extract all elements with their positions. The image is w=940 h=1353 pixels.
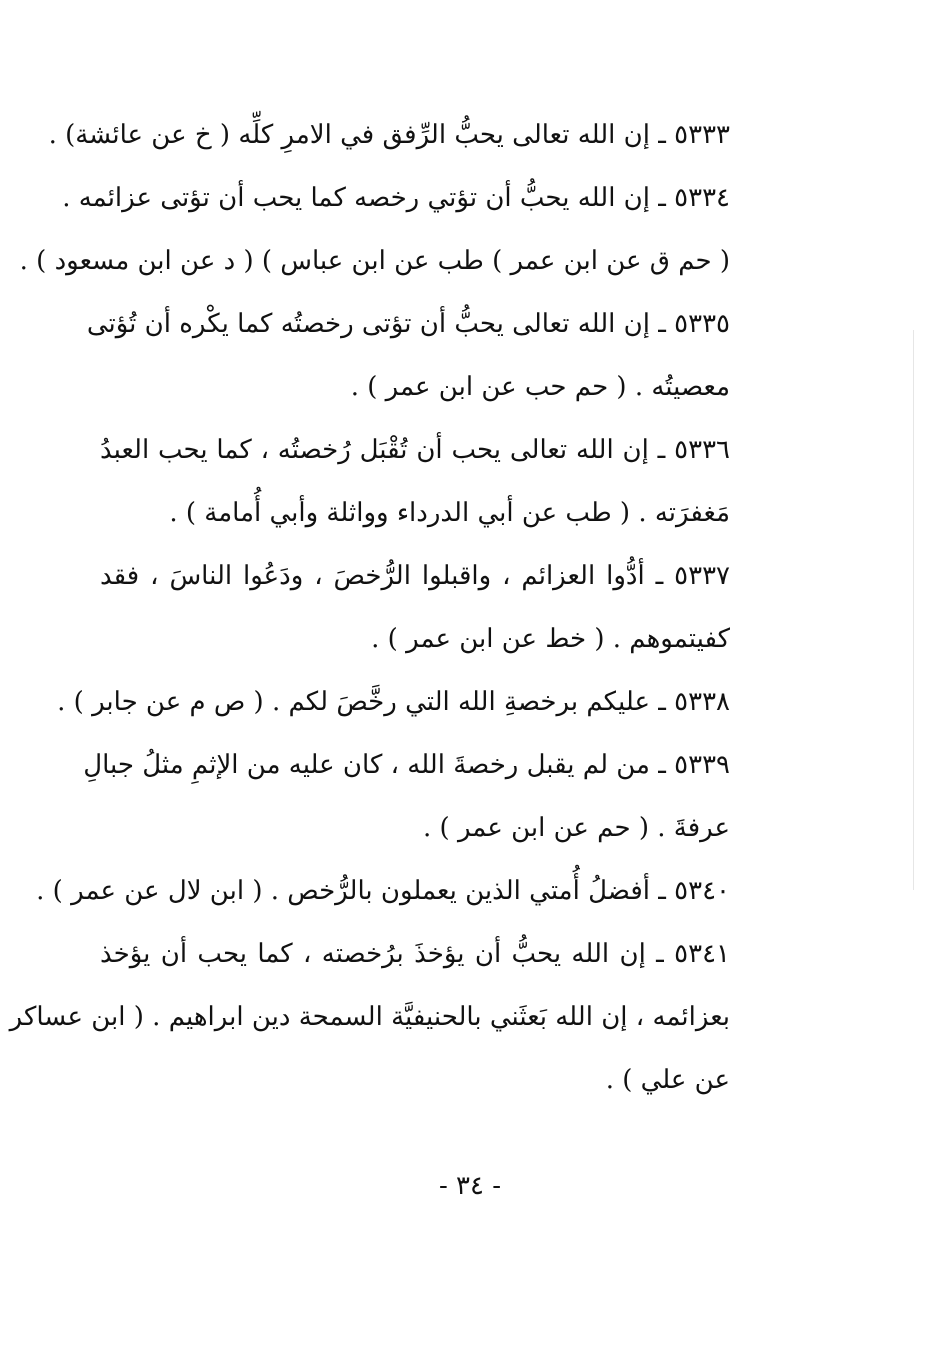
text-line: معصيتُه . ( حم حب عن ابن عمر ) .	[350, 372, 730, 402]
text-line: ٥٣٣٦ ـ إن الله تعالى يحب أن تُقْبَل رُخصتُه ، كما يحب العبدُ	[100, 435, 730, 465]
text-line: ٥٣٣٤ ـ إن الله يحبُّ أن تؤتي رخصه كما يحب أن تؤتى عزائمه .	[62, 183, 730, 213]
hadith-text-block	[9, 104, 730, 1112]
text-line: عن علي ) .	[605, 1065, 730, 1095]
text-line: ٥٣٣٣ ـ إن الله تعالى يحبُّ الرِّفق في الامرِ كلِّه ( خ عن عائشة) .	[48, 120, 730, 150]
text-line: ٥٣٤١ ـ إن الله يحبُّ أن يؤخذَ برُخصته ، كما يحب أن يؤخذ	[100, 939, 730, 969]
text-line: عرفةَ . ( حم عن ابن عمر ) .	[423, 813, 730, 843]
text-line: ( حم ق عن ابن عمر ) طب عن ابن عباس ) ( د عن ابن مسعود ) .	[19, 246, 730, 276]
text-line: بعزائمه ، إن الله بَعثَني بالحنيفيَّة السمحة دين ابراهيم . ( ابن عساكر	[9, 1002, 730, 1032]
page-number: - ٣٤ -	[438, 1171, 502, 1201]
text-line: كفيتموهم . ( خط عن ابن عمر ) .	[371, 624, 730, 654]
text-line: ٥٣٣٩ ـ من لم يقبل رخصةَ الله ، كان عليه من الإثمِ مثلُ جبالِ	[83, 750, 730, 780]
scan-artifact-line	[913, 330, 914, 890]
text-line: ٥٣٣٨ ـ عليكم برخصةِ الله التي رخَّصَ لكم . ( ص م عن جابر ) .	[57, 687, 730, 717]
text-line: مَغفرَته . ( طب عن أبي الدرداء وواثلة وأبي أُمامة ) .	[169, 498, 730, 528]
text-line: ٥٣٣٧ ـ أدُّوا العزائم ، واقبلوا الرُّخصَ ، ودَعُوا الناسَ ، فقد	[100, 561, 730, 591]
text-line: ٥٣٣٥ ـ إن الله تعالى يحبُّ أن تؤتى رخصتُه كما يكْره أن تُؤتى	[86, 309, 730, 339]
text-line: ٥٣٤٠ ـ أفضلُ أُمتي الذين يعملون بالرُّخص . ( ابن لال عن عمر ) .	[36, 876, 730, 906]
